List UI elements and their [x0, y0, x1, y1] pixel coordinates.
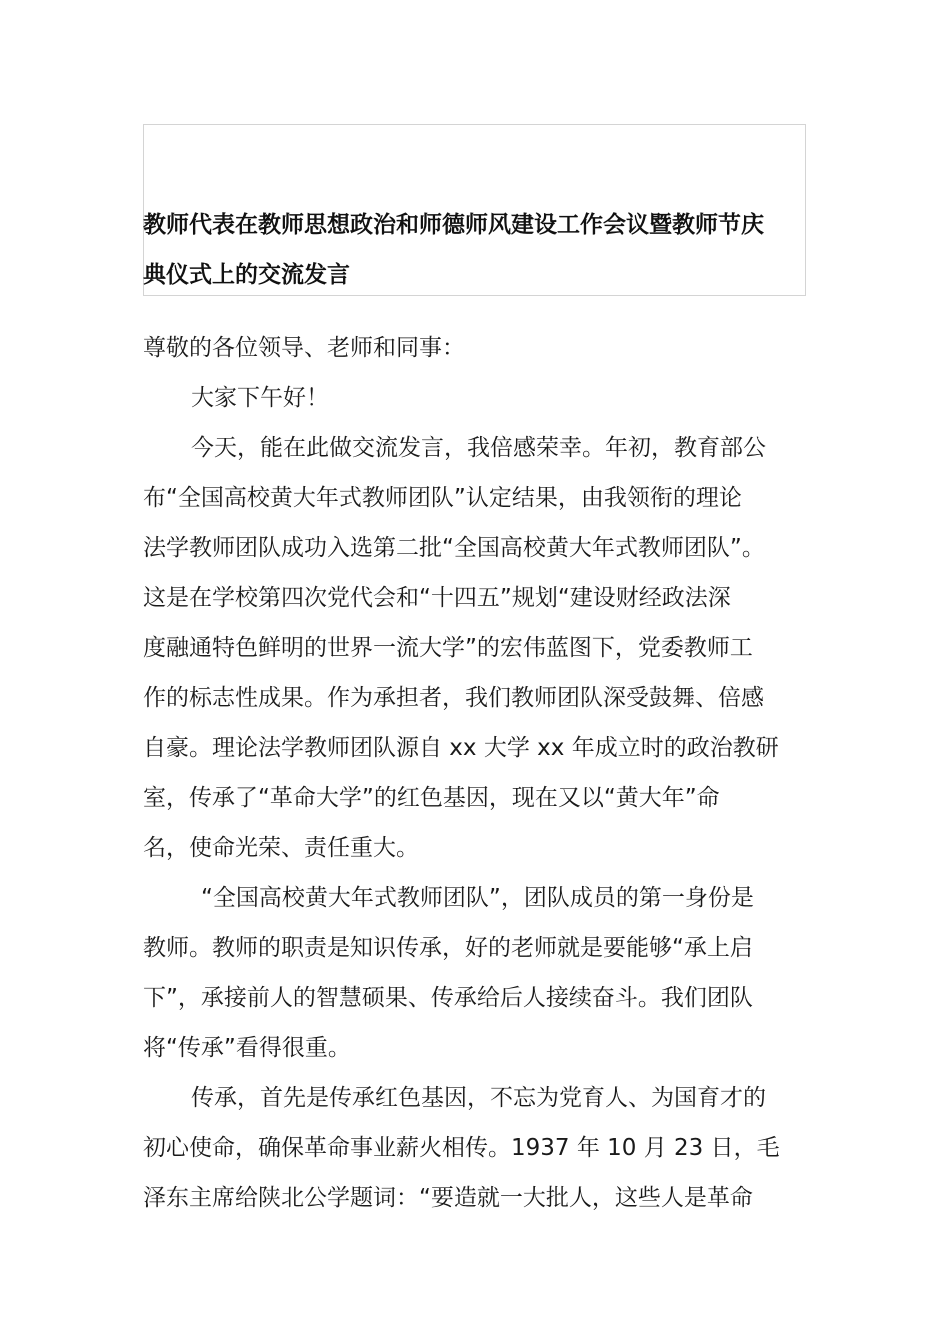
paragraph-line: “全国高校黄大年式教师团队”，团队成员的第一身份是 — [201, 885, 754, 911]
greeting: 大家下午好！ — [191, 385, 329, 411]
document-title-line-2: 典仪式上的交流发言 — [143, 262, 350, 288]
paragraph-line: 今天，能在此做交流发言，我倍感荣幸。年初，教育部公 — [191, 435, 766, 461]
paragraph-line: 布“全国高校黄大年式教师团队”认定结果，由我领衔的理论 — [143, 485, 742, 511]
paragraph-line: 传承，首先是传承红色基因，不忘为党育人、为国育才的 — [191, 1085, 766, 1111]
document-title-line-1: 教师代表在教师思想政治和师德师风建设工作会议暨教师节庆 — [143, 212, 764, 238]
paragraph-line: 室，传承了“革命大学”的红色基因，现在又以“黄大年”命 — [143, 785, 720, 811]
paragraph-line: 度融通特色鲜明的世界一流大学”的宏伟蓝图下，党委教师工 — [143, 635, 753, 661]
paragraph-line: 名，使命光荣、责任重大。 — [143, 835, 419, 861]
paragraph-line: 作的标志性成果。作为承担者，我们教师团队深受鼓舞、倍感 — [143, 685, 764, 711]
paragraph-line: 教师。教师的职责是知识传承，好的老师就是要能够“承上启 — [143, 935, 753, 961]
paragraph-line: 这是在学校第四次党代会和“十四五”规划“建设财经政法深 — [143, 585, 731, 611]
paragraph-line: 泽东主席给陕北公学题词：“要造就一大批人，这些人是革命 — [143, 1185, 753, 1211]
paragraph-line: 法学教师团队成功入选第二批“全国高校黄大年式教师团队”。 — [143, 535, 765, 561]
paragraph-line: 初心使命，确保革命事业薪火相传。1937 年 10 月 23 日，毛 — [143, 1135, 780, 1161]
paragraph-line: 将“传承”看得很重。 — [143, 1035, 351, 1061]
paragraph-line: 下”，承接前人的智慧硕果、传承给后人接续奋斗。我们团队 — [143, 985, 753, 1011]
salutation: 尊敬的各位领导、老师和同事： — [143, 335, 465, 361]
paragraph-line: 自豪。理论法学教师团队源自 xx 大学 xx 年成立时的政治教研 — [143, 735, 779, 761]
